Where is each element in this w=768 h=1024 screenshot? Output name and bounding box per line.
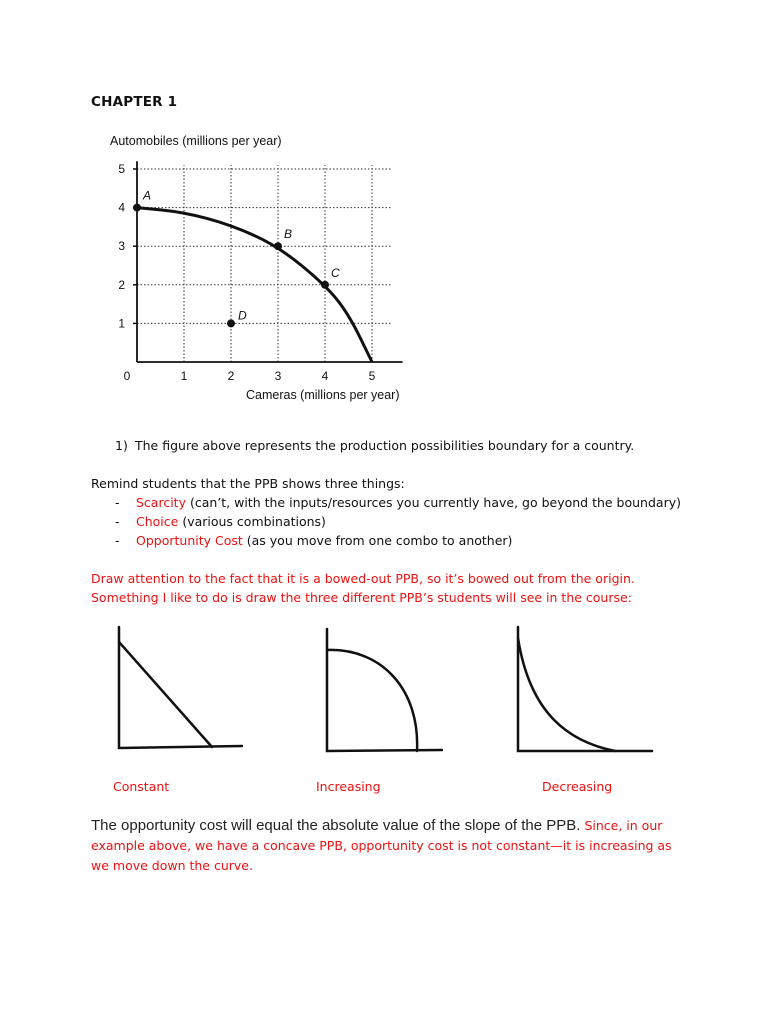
y-tick-label: 5 bbox=[118, 162, 125, 176]
x-tick-label: 3 bbox=[274, 369, 282, 383]
point-d bbox=[227, 319, 235, 327]
ppb-chart bbox=[100, 128, 420, 413]
x-tick-label: 4 bbox=[321, 369, 329, 383]
chapter-title: CHAPTER 1 bbox=[91, 94, 178, 110]
y-tick-label: 3 bbox=[118, 239, 125, 254]
sketch-label-constant: Constant bbox=[113, 779, 170, 794]
point-label-d: D bbox=[238, 308, 247, 323]
point-label-c: C bbox=[331, 265, 340, 280]
bullet-dash: - bbox=[115, 495, 120, 510]
question-1 bbox=[115, 438, 634, 453]
y-tick-label: 1 bbox=[118, 316, 125, 331]
chart-grid bbox=[137, 165, 391, 362]
bullet-term: Opportunity Cost bbox=[136, 533, 243, 548]
bullet-desc: (as you move from one combo to another) bbox=[242, 533, 513, 548]
sketch-increasing bbox=[327, 629, 442, 751]
point-c bbox=[321, 281, 329, 289]
sketch-decreasing-curve bbox=[518, 638, 615, 751]
point-label-b: B bbox=[284, 227, 293, 242]
final-text-red: Since, in our example above, we have a concave PPB, opportunity cost is not constant—it is increasing as we move down the curve. bbox=[91, 818, 672, 873]
sketch-increasing-curve bbox=[327, 650, 417, 751]
note-line-1: Draw attention to the fact that it is a bowed-out PPB, so it’s bowed out from the origin. bbox=[91, 571, 635, 586]
x-axis-label: Cameras (millions per year) bbox=[246, 388, 400, 402]
sketch-decreasing-axes bbox=[518, 627, 652, 751]
sketch-constant bbox=[119, 627, 242, 748]
y-tick-label: 4 bbox=[118, 200, 125, 215]
point-label-a: A bbox=[143, 188, 152, 203]
remind-text: Remind students that the PPB shows three things: bbox=[91, 476, 405, 491]
final-paragraph bbox=[91, 815, 691, 875]
sketch-increasing-axes bbox=[327, 629, 442, 751]
bullet-desc: (can’t, with the inputs/resources you currently have, go beyond the boundary) bbox=[185, 495, 681, 510]
x-tick-labels bbox=[124, 369, 376, 383]
x-tick-label: 0 bbox=[123, 369, 131, 383]
bullet-dash: - bbox=[115, 514, 120, 529]
bullet-term: Scarcity bbox=[136, 495, 186, 510]
sketch-label-increasing: Increasing bbox=[316, 779, 381, 794]
x-tick-label: 5 bbox=[368, 369, 376, 383]
bullet-dash: - bbox=[115, 533, 120, 548]
y-axis-label: Automobiles (millions per year) bbox=[110, 134, 282, 148]
sketch-decreasing bbox=[518, 627, 652, 751]
question-text: The figure above represents the production possibilities boundary for a country. bbox=[135, 438, 635, 453]
y-tick-label: 2 bbox=[118, 277, 125, 292]
x-tick-label: 1 bbox=[180, 369, 188, 383]
bullet-desc: (various combinations) bbox=[178, 514, 326, 529]
y-tick-labels bbox=[118, 162, 125, 330]
sketch-constant-curve bbox=[119, 642, 212, 747]
note-line-2: Something I like to do is draw the three different PPB’s students will see in the course: bbox=[91, 590, 632, 605]
sketch-constant-axes bbox=[119, 627, 242, 748]
x-tick-label: 2 bbox=[227, 369, 235, 383]
ppb-sketches bbox=[100, 620, 660, 765]
sketch-label-decreasing: Decreasing bbox=[542, 779, 613, 794]
bullet-term: Choice bbox=[136, 514, 179, 529]
question-number: 1) bbox=[115, 438, 128, 453]
point-b bbox=[274, 242, 282, 250]
chart-axes bbox=[133, 161, 403, 362]
point-a bbox=[133, 204, 141, 212]
final-text-black: The opportunity cost will equal the absolute value of the slope of the PPB. bbox=[91, 817, 581, 834]
